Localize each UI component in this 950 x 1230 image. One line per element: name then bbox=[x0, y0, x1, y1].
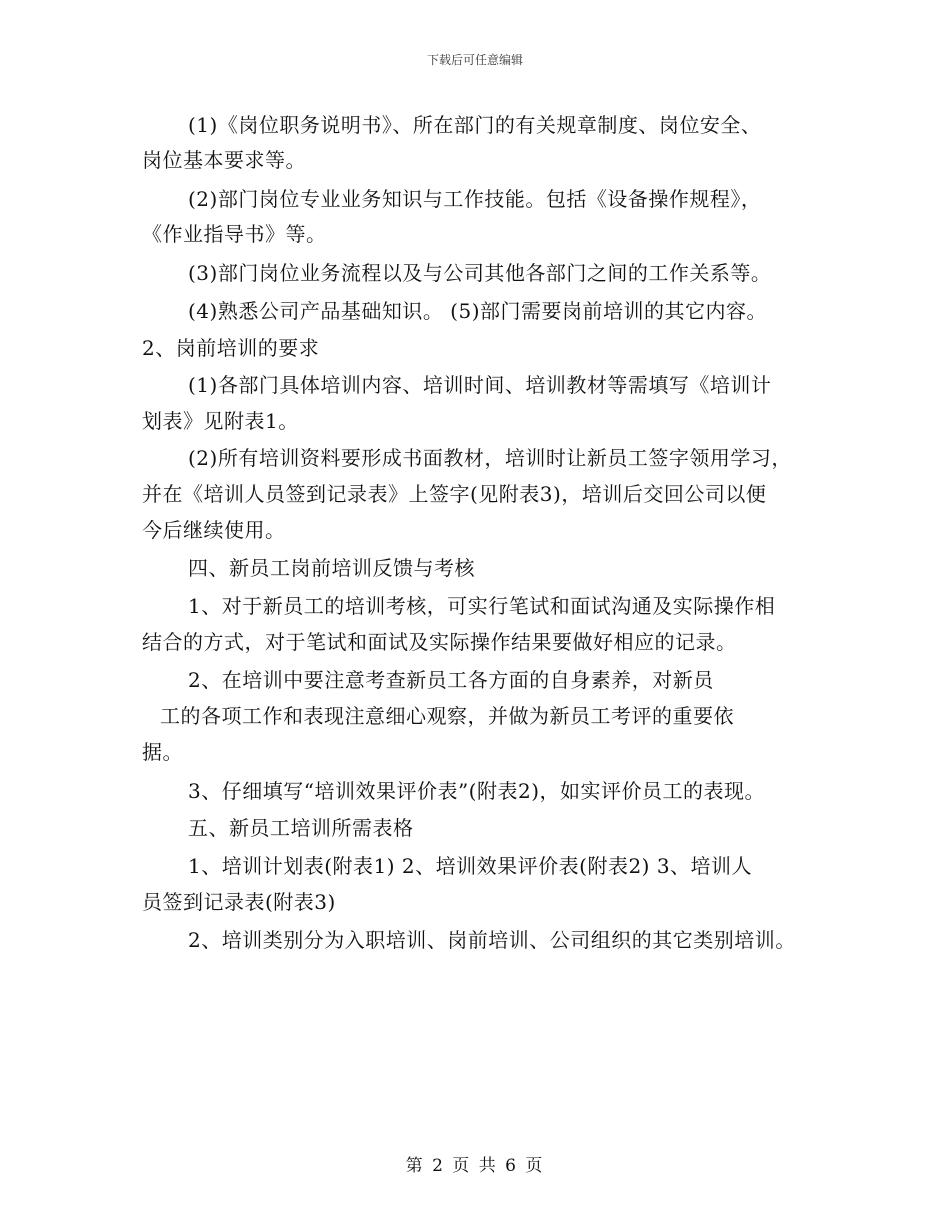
text-line: 据。 bbox=[142, 740, 183, 764]
text-line: (2)部门岗位专业业务知识与工作技能。包括《设备操作规程》， bbox=[188, 187, 762, 211]
text-line: 1、对于新员工的培训考核，可实行笔试和面试沟通及实际操作相 bbox=[188, 594, 776, 618]
section-heading: 四、新员工岗前培训反馈与考核 bbox=[188, 556, 475, 580]
text-line: 岗位基本要求等。 bbox=[142, 148, 306, 172]
text-line: (1)《岗位职务说明书》、所在部门的有关规章制度、岗位安全、 bbox=[188, 113, 762, 137]
text-line: (4)熟悉公司产品基础知识。 (5)部门需要岗前培训的其它内容。 bbox=[188, 299, 768, 323]
text-line: 2、培训类别分为入职培训、岗前培训、公司组织的其它类别培训。 bbox=[188, 928, 796, 952]
text-line: 工的各项工作和表现注意细心观察，并做为新员工考评的重要依 bbox=[160, 704, 734, 728]
text-line: 并在《培训人员签到记录表》上签字(见附表3)，培训后交回公司以便 bbox=[142, 482, 767, 506]
text-line: 《作业指导书》等。 bbox=[142, 222, 327, 246]
text-line: 员签到记录表(附表3) bbox=[142, 890, 336, 914]
text-line: 结合的方式，对于笔试和面试及实际操作结果要做好相应的记录。 bbox=[142, 630, 737, 654]
text-line: 3、仔细填写“培训效果评价表”(附表2)，如实评价员工的表现。 bbox=[188, 779, 766, 803]
text-line: (1)各部门具体培训内容、培训时间、培训教材等需填写《培训计 bbox=[188, 373, 772, 397]
text-line: 今后继续使用。 bbox=[142, 518, 286, 542]
page-number: 第 2 页 共 6 页 bbox=[405, 1156, 545, 1176]
page-header: 下载后可任意编辑 bbox=[426, 53, 523, 67]
text-line: (2)所有培训资料要形成书面教材，培训时让新员工签字领用学习， bbox=[188, 446, 792, 470]
section-heading: 2、岗前培训的要求 bbox=[142, 336, 320, 360]
text-line: 1、培训计划表(附表1) 2、培训效果评价表(附表2) 3、培训人 bbox=[188, 854, 753, 878]
text-line: (3)部门岗位业务流程以及与公司其他各部门之间的工作关系等。 bbox=[188, 261, 772, 285]
text-line: 划表》见附表1。 bbox=[142, 409, 299, 433]
section-heading: 五、新员工培训所需表格 bbox=[188, 816, 414, 840]
text-line: 2、在培训中要注意考查新员工各方面的自身素养，对新员 bbox=[188, 668, 714, 692]
